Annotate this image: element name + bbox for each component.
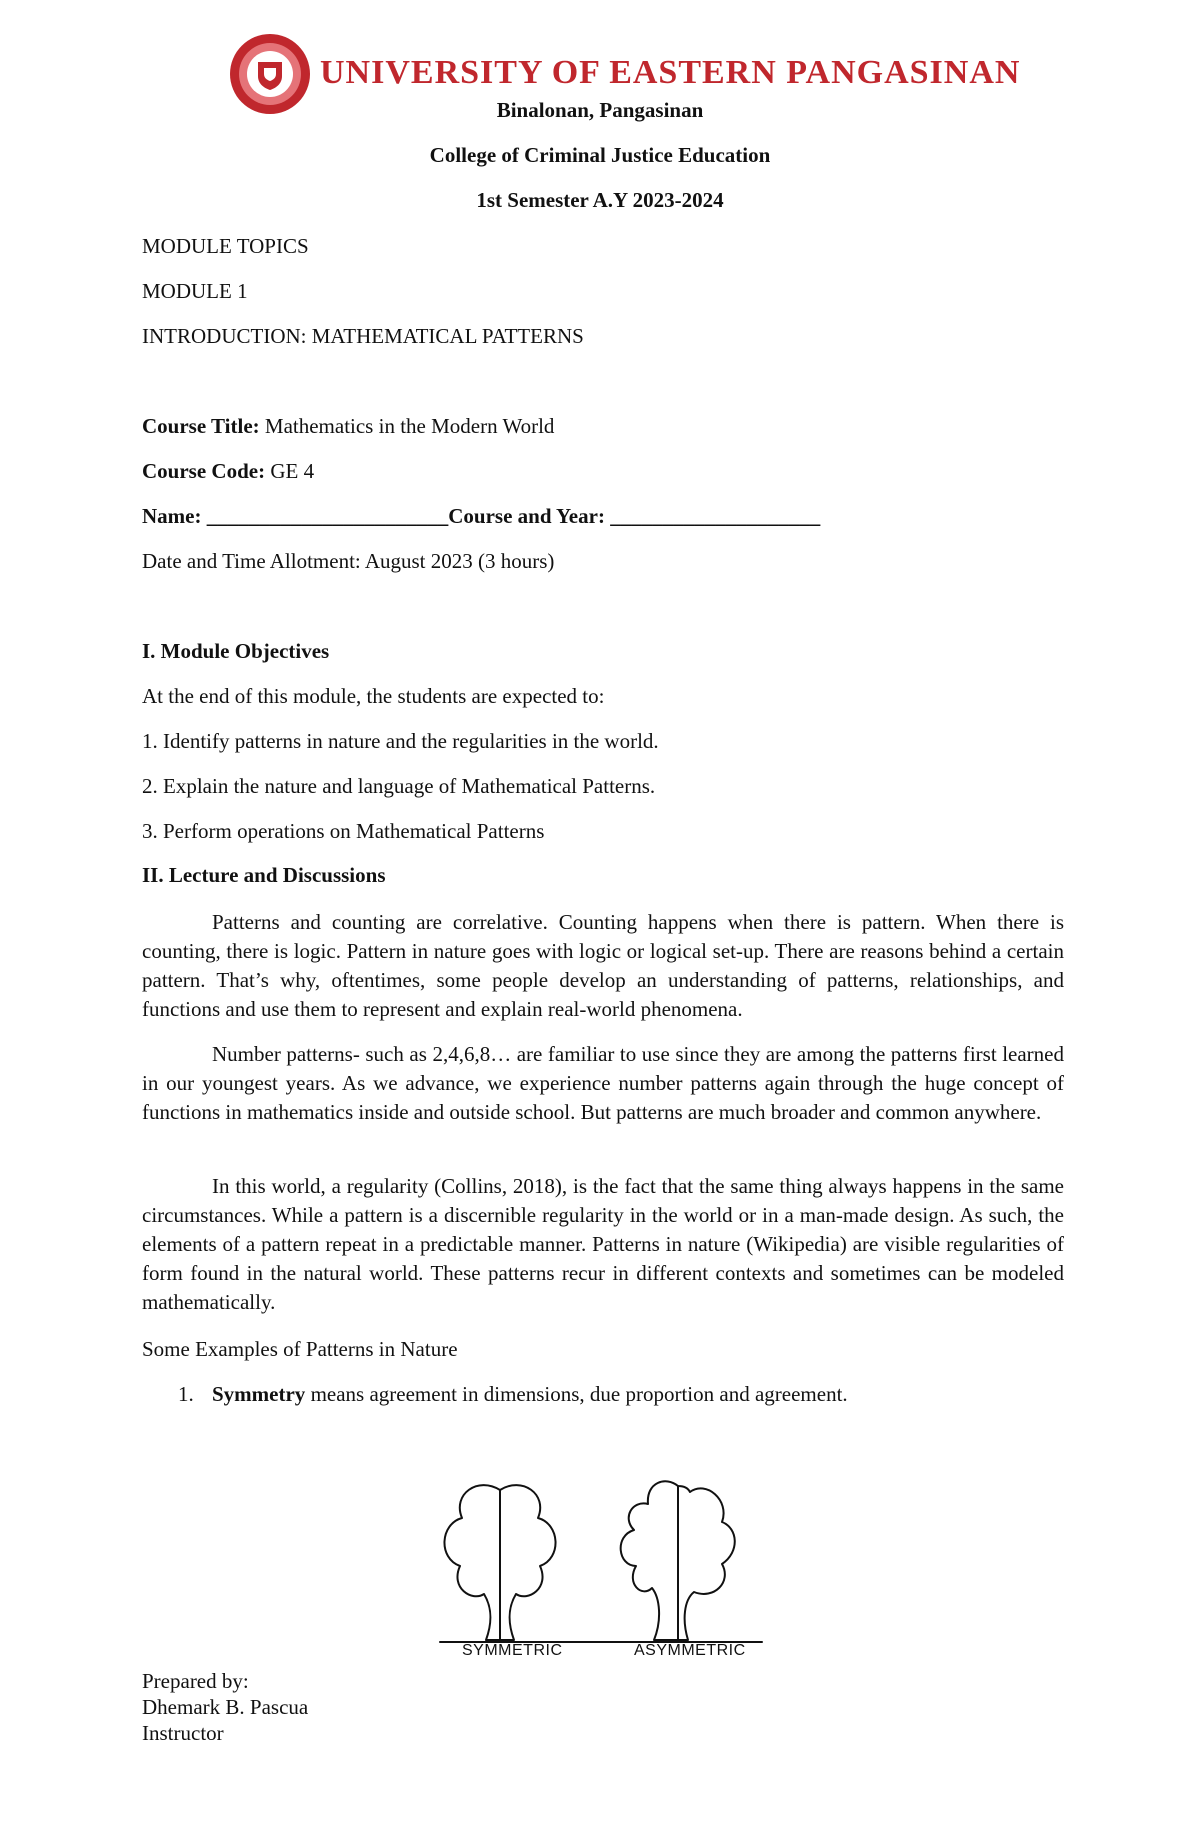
course-year-label: Course and Year:: [448, 504, 611, 528]
objective-item: 1. Identify patterns in nature and the regularities in the world.: [142, 729, 659, 753]
example-definition: means agreement in dimensions, due proportion and agreement.: [305, 1382, 848, 1406]
name-label: Name:: [142, 504, 207, 528]
location-line: Binalonan, Pangasinan: [496, 98, 704, 122]
prepared-by-label: Prepared by:: [142, 1669, 249, 1693]
lecture-paragraph: [142, 908, 1064, 1024]
symmetry-figure: [438, 1470, 764, 1670]
course-code-label: Course Code:: [142, 459, 266, 483]
objectives-heading: I. Module Objectives: [142, 639, 330, 663]
lecture-heading: II. Lecture and Discussions: [142, 863, 386, 887]
lecture-paragraph-text: Patterns and counting are correlative. Counting happens when there is pattern. When there is counting, there is logic. Pattern in nature goes with logic or logical set-up. There are reasons behind a certain pattern. That’s why, oftentimes, some people develop an understanding of patterns, relationships, and functions and use them to represent and explain real-world phenomena.: [142, 910, 1064, 1021]
course-code-line: [142, 459, 314, 484]
examples-heading: Some Examples of Patterns in Nature: [142, 1337, 458, 1361]
example-number: 1.: [178, 1382, 194, 1406]
course-title-line: [142, 414, 554, 439]
objective-item: 3. Perform operations on Mathematical Patterns: [142, 819, 545, 843]
course-year-blank-field[interactable]: ____________________: [610, 504, 821, 528]
objective-item: 2. Explain the nature and language of Mathematical Patterns.: [142, 774, 656, 798]
semester-line: 1st Semester A.Y 2023-2024: [476, 188, 724, 212]
course-code-value: GE 4: [265, 459, 315, 483]
prepared-by-block: [142, 1668, 308, 1746]
university-name: UNIVERSITY OF EASTERN PANGASINAN: [320, 54, 1021, 91]
symmetric-label: SYMMETRIC: [462, 1642, 563, 1659]
example-item: [212, 1382, 848, 1407]
module-topics-label: MODULE TOPICS: [142, 234, 309, 258]
preparer-name: Dhemark B. Pascua: [142, 1695, 309, 1719]
course-title-label: Course Title:: [142, 414, 260, 438]
date-allotment-line: Date and Time Allotment: August 2023 (3 hours): [142, 549, 555, 573]
lecture-paragraph-text: In this world, a regularity (Collins, 2018), is the fact that the same thing always happens in the same circumstances. While a pattern is a discernible regularity in the world or in a man-made design. As such, the elements of a pattern repeat in a predictable manner. Patterns in nature (Wikipedia) are visible regularities of form found in the natural world. These patterns recur in different contexts and sometimes can be modeled mathematically.: [142, 1174, 1064, 1314]
asymmetric-tree-icon: [621, 1481, 735, 1642]
module-introduction: INTRODUCTION: MATHEMATICAL PATTERNS: [142, 324, 584, 348]
lecture-paragraph-text: Number patterns- such as 2,4,6,8… are familiar to use since they are among the patterns first learned in our youngest years. As we advance, we experience number patterns again through the huge concept of functions in mathematics inside and outside school. But patterns are much broader and common anywhere.: [142, 1042, 1064, 1124]
asymmetric-label: ASYMMETRIC: [634, 1642, 746, 1659]
name-course-year-line: [142, 504, 820, 529]
example-term: Symmetry: [212, 1382, 306, 1406]
symmetric-tree-icon: [444, 1485, 555, 1642]
lecture-paragraph: [142, 1172, 1064, 1317]
objectives-intro: At the end of this module, the students are expected to:: [142, 684, 605, 708]
lecture-paragraph: [142, 1040, 1064, 1127]
module-number: MODULE 1: [142, 279, 248, 303]
preparer-position: Instructor: [142, 1721, 224, 1745]
college-line: College of Criminal Justice Education: [429, 143, 771, 167]
course-title-value: Mathematics in the Modern World: [259, 414, 555, 438]
name-blank-field[interactable]: _______________________: [206, 504, 449, 528]
